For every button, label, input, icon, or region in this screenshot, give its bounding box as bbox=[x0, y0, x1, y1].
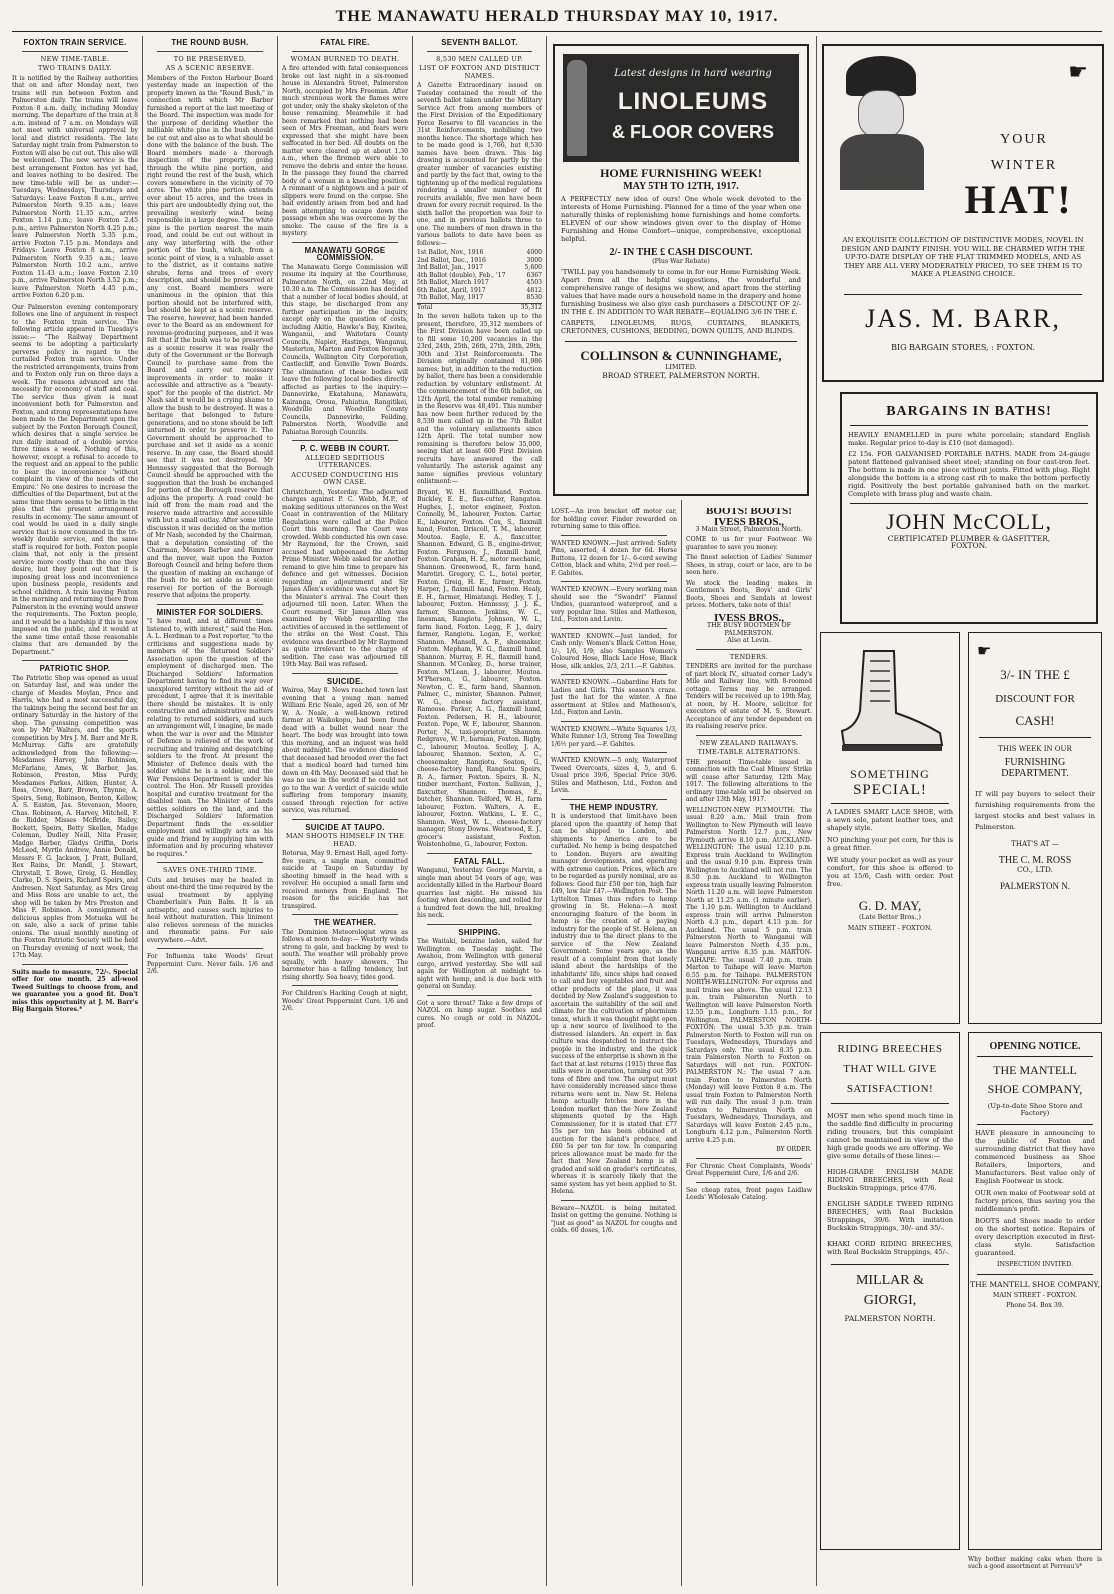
subhead: ACCUSED CONDUCTING HIS OWN CASE. bbox=[291, 470, 399, 486]
ballot-value: 4503 bbox=[526, 279, 542, 286]
wanted-notice: WANTED KNOWN.—White Squares 1/3, White Runner 1/3, Strong Tea Towelling 1/6½ per yard.—F. Gabites. bbox=[551, 725, 677, 748]
divider bbox=[427, 51, 532, 52]
divider bbox=[427, 924, 532, 925]
mantell-headline: OPENING NOTICE. bbox=[989, 1041, 1081, 1052]
column-6 bbox=[686, 508, 812, 1588]
headline-railways: NEW ZEALAND RAILWAYS. bbox=[699, 738, 799, 747]
may-advert bbox=[820, 632, 960, 1024]
divider bbox=[157, 604, 263, 605]
divider bbox=[292, 914, 398, 915]
mantell-inspection: INSPECTION INVITED. bbox=[997, 1260, 1073, 1268]
divider bbox=[561, 628, 667, 629]
ballot-label: 3rd Ballot, Jan., 1917 bbox=[417, 264, 483, 271]
may-firm: G. D. MAY, bbox=[858, 898, 922, 913]
article-text: The Patriotic Shop was opened as usual on Saturday last, and was under the charge of Mesdes Moylan, Price and Harris, who had a most successful day, the takings being the second best for an ordinary Saturday in the history of the shop. The guessing competition was won by Mr Walters, and the sports competition by Mrs J. M. Barr and Mr R. McMurray. Gifts are gratefully acknowledged from the following:—Mesdames Harvey, John Robinson, McFarlane, Ames, W. Barber, Jas. Robinson, Preston, Miss Purdy, Mesdames Parkes, Aitken, Hunter, A. Ross, Crowe, Barr, Brown, Thynne, A. Speirs, Seng, Robinson, Benton, Kellow, A. S. Easton, Jas. Stevenson, Moore, Chas. Robinson, A. Harvey, Mitchell, F. de Ridder, Misses McBride, Bailey, Bockett, Speirs, Betty Skellen, Madge Coleman, Dudley Neill, Nita Fraser, Madge Barber, Gladys Griffin, Doris McLeod, Myrtle Andrew, Annie Donald, Messrs F. G. Jackson, J. Pratt, Bullard, Rex Rains, Dr. Mandl, J. Stewart, Chrystall, T. Bowe, Greig, G. Hendley, Clarke, D. S. Speirs, Richard Speirs, and Andresen. Next Saturday, as Mrs Greig and Miss Ross are unable to act, the shop will be taken by Mrs Preston and Miss F. Robinson. A consignment of delicious apples from Motueka will be on sale, also a sack of prime table onions. The usual monthly meeting of the Foxton Patriotic Society will be held on Thursday evening of next week, the 17th May. bbox=[12, 674, 138, 959]
divider bbox=[561, 799, 667, 800]
collinson-text: 'TWILL pay you handsomely to come in for our Home Furnishing Week. Apart from all the helpful suggestions, the wonderful and comprehensive range of designs we show, and apart from the sterling values that have made ours a household name in the drapery and home furnishing business we also give cash purchasers a DISCOUNT OF 2/- IN THE £. IN ADDITION TO WAR REBATE—EQUALING 3/6 IN THE £. bbox=[561, 268, 801, 317]
subhead: WOMAN BURNED TO DEATH. bbox=[290, 54, 400, 63]
ross-text: IT will pay buyers to select their furnishing requirements from the largest stocks and best values in Palmerston. bbox=[975, 790, 1095, 832]
headline-suicide: SUICIDE. bbox=[326, 676, 364, 686]
headline-minister-soldiers: MINISTER FOR SOLDIERS. bbox=[156, 607, 264, 617]
railway-by-order: BY ORDER. bbox=[776, 1146, 812, 1154]
mccoll-text: HEAVILY ENAMELLED in pure white porcelain; standard English make. Regular price to-day is £10 (not damaged). bbox=[848, 431, 1090, 447]
mantell-address: MAIN STREET - FOXTON. bbox=[992, 1291, 1078, 1299]
article-text: "I have read, and at different times listened to, with interest," said the Hon. A. L. Herdman to a Post reporter, "to the criticisms and suggestions made by members of the Returned Soldiers' Association upon the question of the employment of discharged men. The Discharged Soldiers' Information Department having to find its way over unexplored territory without the aid of precedent, I agree that it is inevitable there should be mistakes. It is only constructive and administrative matters relating to returned soldiers, and such an arrangement will, I imagine, be made when the war is over and the Minister of Defence is relieved of the work of recruiting and training and despatching soldiers to the front. At present the Minister of Defence deals with the soldier whilst he is a soldier, and the War Pensions Department is under his control. The Hon. Mr Russell provides hospital and curative treatment for the disabled man. The Minister of Lands settles soldiers on the land, and the Discharged Soldiers' Information Department finds the ex-soldier employment and willingly acts as his guide and friend by supplying him with information and by procuring whatever he requires." bbox=[147, 618, 273, 858]
barr-line-1: YOUR bbox=[1000, 132, 1048, 147]
sign-text-3: & FLOOR COVERS bbox=[611, 122, 774, 142]
may-line-1: SOMETHING bbox=[850, 767, 930, 781]
article-text: It is notified by the Railway authorities that on and after Monday next, two trains will run between Foxton and Palmerston daily. The trains will leave Foxton 8 a.m. daily, including Monday morning. The departure of the train at 8 a.m. instead of 7 a.m. on Mondays will not meet with universal approval by local and district residents. The late Saturday night train from Palmerston to Foxton will also be cut out. This also will be welcomed. The new service is the best arrangement Foxton has yet had, and leaves nothing to be desired. The new time-table will be as under:— Tuesdays, Wednesdays, Thursdays and Saturdays: Leave Foxton 8 a.m., arrive Palmerston North 9.35 a.m.; leave Palmerston North 11.35 a.m., arrive Foxton 1.14 p.m.; leave Foxton 2.45 p.m., arrive Palmerston North 4.25 p.m.; leave Palmerston North 5.35 p.m., arrive Foxton 7.15 p.m. Mondays and Fridays: Leave Foxton 8 a.m., arrive Palmerston North 9.35 a.m.; leave Palmerston North 10.2 a.m., arrive Foxton 11.43 a.m.; leave Foxton 2.10 p.m., arrive Palmerston North 3.52 p.m.; leave Palmerston North 4.45 p.m., arrive Foxton 6.20 p.m. bbox=[12, 74, 138, 299]
article-text: A fire attended with fatal consequences broke out last night in a six-roomed house in Alexandra Street, Palmerston North, occupied by Mrs Freeman. After much strenuous work the flames were got under, only the shaky skeleton of the house remaining. Meanwhile it had been remarked that nothing had been seen of Mrs Freeman, and fears were expressed that she might have been suffocated in her bed. All doubts on the matter were cleared up at about 1.30 a.m., when the firemen were able to remove the debris and enter the house. In the passage they found the charred body of a woman in a kneeling position. A remnant of a nightgown and a pair of slippers were found on the corpse. She had evidently arisen from bed and had been attempting to escape down the passage when she was overcome by the smoke. The cause of the fire is a mystery. bbox=[282, 65, 408, 237]
advert-text: See cheap rates, front pages Laidlaw Leeds' Wholesale Catalog. bbox=[686, 1186, 812, 1202]
subhead: AS A SCENIC RESERVE. bbox=[165, 64, 255, 72]
headline-fatal-fall: FATAL FALL. bbox=[454, 856, 505, 866]
mantell-text: OUR own make of Footwear sold at factory prices, thus saving you the middleman's profit. bbox=[975, 1188, 1095, 1213]
mccoll-firm: JOHN McCOLL, bbox=[886, 509, 1052, 534]
headline-seventh-ballot: SEVENTH BALLOT. bbox=[441, 38, 518, 47]
divider bbox=[292, 242, 398, 243]
divider bbox=[561, 1200, 667, 1201]
article-text: A Gazette Extraordinary issued on Tuesday contained the result of the seventh ballot taken under the Military Service Act from among members of the First Division of the Expeditionary Force Reserve to fill vacancies in the 31st Reinforcements, mobilising two months hence. The shortage which has to be made good is 1,766, but 8,530 names have been drawn. This big drawing is accounted for partly by the greater number of vacancies existing and partly by the fact that, owing to the tightening up of the medical regulations rendering a smaller number of fit recruits available, five men have been drawn for every recruit required. In the sixth ballot the proportion was four to one, and in previous ballots three to one. The numbers of men drawn in the various ballots to date have been as follows:— bbox=[417, 82, 542, 247]
divider bbox=[157, 862, 263, 863]
headline-weather: THE WEATHER. bbox=[313, 918, 377, 927]
headline-round-bush: THE ROUND BUSH. bbox=[171, 38, 249, 47]
subhead: ALLEGED SEDITIOUS UTTERANCES. bbox=[305, 453, 385, 469]
column-rule bbox=[681, 500, 682, 1586]
divider bbox=[292, 440, 398, 441]
subhead: LIST OF FOXTON AND DISTRICT NAMES. bbox=[419, 64, 540, 80]
divider bbox=[292, 985, 398, 986]
ross-line-1: 3/- IN THE £ bbox=[1000, 667, 1070, 682]
mantell-sub: (Up-to-date Shoe Store and Factory) bbox=[987, 1102, 1083, 1118]
ivess-levin: Also at Levin. bbox=[727, 637, 771, 645]
millar-firm-2: GIORGI, bbox=[863, 1293, 917, 1308]
ballot-value: 4000 bbox=[526, 249, 542, 256]
millar-firm-1: MILLAR & bbox=[855, 1273, 925, 1288]
headline-tenders: TENDERS. bbox=[729, 652, 769, 661]
headline-suicide-taupo: SUICIDE AT TAUPO. bbox=[305, 822, 385, 832]
mantell-text: HAVE pleasure in announcing to the public of Foxton and surrounding district that they have commenced business as Shoe Retailers, Importers, and Manufacturers. Best value only of English Footwear in stock. bbox=[975, 1128, 1095, 1185]
divider bbox=[427, 853, 532, 854]
article-text: The Dominion Meteorologist wires as follows at noon to-day:— Westerly winds strong to gale, and backing by west to south. The weather will probably prove squally, with heavy showers. The barometer has a falling tendency, but rising shortly. Sea heavy, tides good. bbox=[282, 928, 408, 981]
railway-text: THE present Time-table issued in connection with the Coal Miners' Strike will cease after Saturday, 12th May, 1917. The following alterations to the ordinary time-table will be observed on and after 13th May, 1917. bbox=[686, 758, 812, 804]
hand-pointer-icon: ☛ bbox=[1068, 60, 1088, 85]
divider bbox=[22, 964, 128, 965]
advert-text: For Influenza take Woods' Great Peppermint Cure. Never fails. 1/6 and 2/6. bbox=[147, 953, 273, 975]
ballot-value: 6367 bbox=[526, 271, 542, 279]
millar-line-2: THAT WILL GIVE bbox=[843, 1063, 937, 1075]
may-text: NO pinching your pet corn, for this is a great fitter. bbox=[827, 836, 953, 852]
article-text: The Manawatu Gorge Commission will resume its inquiry at the Courthouse, Palmerston North, on 22nd May, at 10.30 a.m. The Commission has decided that a number of local bodies should, at this stage, be discharged from any further participation in the inquiry, except only on the question of costs, including Akitio, Hawke's Bay, Kiwitea, Wanganui, and Waitotara County Councils, Napier, Hastings, Wanganui, Masterton, Marton and Foxton Borough Councils, Wellington City Corporation, Castlecliff, and Gonville Town Boards. The elimination of these bodies will leave the following local bodies directly affected as parties to the inquiry:—Dannevirke, Ekatahuna, Manawatu, Kairanga, Oroua, Pahiatua, Rangitikei, Woodville and Woodville County Councils, Dannevirke, Feilding, Palmerston North, Woodville and Pahiatua Borough Councils. bbox=[282, 263, 408, 436]
ross-line-2: DISCOUNT FOR bbox=[995, 693, 1075, 705]
collinson-address: BROAD STREET, PALMERSTON NORTH. bbox=[602, 370, 760, 380]
hat-lady-illustration bbox=[836, 56, 932, 192]
names-list: Bryant, W. H. flaxmillhand, Foxton. Buckley, E. E., flax-cutter, Rangatoa. Hughes, J., motor engineer, Foxton. Connolly, M., labourer, Foxton. Carter, E., labourer, Foxton. Cox, S., flaxmill hand, Foxton. Driscoll, T. M., labourer, Moutoa. Eagle, E. A., flaxcutter, Shannon. Edward, G. B., engine-driver, Foxton. Ferguson, J., flaxmill hand, Foxton. Graham, H. E., motor mechanic, Shannon. Greenwood, R., farm hand, Marotiri. Gregory, C. L., hotel porter, Foxton. Greig, H. E., farmer, Foxton. Harper, J., flaxmill hand, Foxton. Healy, E. H., farmer, Himatangi. Hedley, T. J., labourer, Foxton. Hennessy, J. J. K., farmer, Shannon. Jenkins, W. C., linesman, Rangiotu. Johnson, W. L., farm hand, Foxton. Legg, F. J., dairy farmer, Rangiotu. Logan, F., worker, Shannon. Mansell, A. F., shoemaker, Foxton. Mepham, W. G., flaxmill hand, Shannon. Murray, F. H., flaxmill hand, Shannon. M'Conkey, D., horse trainer, Foxton. M'Lean, J., labourer, Moutoa. M'Pherson, G., labourer, Foxton. Newton, C. E., farm hand, Shannon. Palmer, C., minister, Shannon. Palmer, W. G., cheese factory assistant, Ramoose. Parker, A. G., flaxmill hand, Foxton. Pedersen, H. H., labourer, Foxton. Pope, W. F., labourer, Shannon. Porter, N., taxi-proprietor, Shannon. Redgrave, W. P., barman, Foxton. Rigby, C., labourer, Moutoa. Scolley, J. A., labourer, Shannon. Sexton, A. C., cheesemaker, Rangiotu. Seaton, G., cheese-factory hand, Rangiotu. Speirs, R. A., farmer, Foxton. Speirs, R. N., timber merchant, Foxton. Sullivan, J., flaxcutter, Shannon. Thomas, E., butcher, Shannon. Telford, W. H., farm labourer, Foxton. Walters, A. E., labourer, Foxton. Watkins, L. E. C., Shannon. West, W. L., cheese-factory manager, Stony Downs. Westwood, E. J., grocer's assistant, Foxton. Wolstenholme, G., labourer, Foxton. bbox=[417, 488, 542, 848]
article-text: Cuts and bruises may be healed in about one-third the time required by the usual treatment by applying Chamberlain's Pain Balm. It is an antiseptic, and causes such injuries to heal without maturation. This liniment also relieves soreness of the muscles and rheumatic pains. For sale everywhere.—Advt. bbox=[147, 876, 273, 944]
ivess-sub: THE BUSY BOOTMEN OF PALMERSTON. bbox=[706, 622, 792, 637]
ross-advert bbox=[968, 632, 1102, 1024]
column-5 bbox=[551, 508, 677, 1588]
divider bbox=[22, 660, 128, 661]
headline-webb-court: P. C. WEBB IN COURT. bbox=[300, 444, 390, 453]
headline-shipping: SHIPPING. bbox=[458, 927, 501, 937]
subhead: 8,530 MEN CALLED UP. bbox=[436, 54, 523, 63]
wanted-notice: WANTED KNOWN.—5 only, Waterproof Tweed Overcoats, sizes 4, 5, and 6. Usual price 39/6, Special Price 30/6. Stiles and Matheson, Ltd., Foxton and Levin. bbox=[551, 757, 677, 794]
collinson-offer-sub: (Plus War Rebate) bbox=[652, 258, 710, 265]
ballot-label: 7th Ballot, May, 1917 bbox=[417, 294, 484, 301]
divider bbox=[561, 674, 667, 675]
column-1 bbox=[12, 36, 138, 1588]
millar-text: HIGH-GRADE ENGLISH MADE RIDING BREECHES, with Real Buckskin Strappings, price 47/6. bbox=[827, 1168, 953, 1192]
collinson-limited: LIMITED. bbox=[665, 364, 697, 372]
millar-advert bbox=[820, 1032, 960, 1550]
divider bbox=[561, 535, 667, 536]
millar-text: ENGLISH SADDLE TWEED RIDING BREECHES, with Real Buckskin Strappings, 39/6. With imitation Buckskin Strappings, 30/- and 35/-. bbox=[827, 1200, 953, 1232]
subhead: TO BE PRESERVED. bbox=[173, 54, 247, 63]
article-text: Rotorua, May 9. Ernest Hall, aged forty-five years, a single man, committed suicide at Taupo on Saturday by shooting himself in the head with a revolver. He occupied a small farm and received moneys from England. The reason for the suicide has not transpired. bbox=[282, 850, 408, 910]
advert-text: For Chronic Chest Complaints, Woods' Great Peppermint Cure, 1/6 and 2/6. bbox=[686, 1162, 812, 1178]
sign-text-1: Latest designs in hard wearing bbox=[614, 68, 772, 79]
woman-figure-illustration bbox=[567, 60, 587, 156]
ross-town: PALMERSTON N. bbox=[999, 881, 1071, 892]
column-rule bbox=[546, 36, 547, 1586]
masthead-rule bbox=[12, 31, 1102, 32]
column-rule bbox=[816, 36, 817, 1586]
ballot-label: 5th Ballot, March 1917 bbox=[417, 279, 489, 286]
linoleum-sign bbox=[563, 54, 799, 162]
ivess-text: The finest selection of Ladies' Summer Shoes, in strap, court or lace, are to be seen here. bbox=[686, 554, 812, 577]
collinson-firm: COLLINSON & CUNNINGHAME, bbox=[580, 348, 782, 364]
barr-firm: JAS. M. BARR, bbox=[865, 304, 1061, 333]
mantell-phone: Phone 54. Box 39. bbox=[1006, 1302, 1064, 1310]
mantell-advert bbox=[968, 1032, 1102, 1550]
mccoll-headline: BARGAINS IN BATHS! bbox=[886, 404, 1052, 419]
barr-line-2: WINTER bbox=[990, 158, 1058, 173]
article-text: The Waitaki, benzine laden, sailed for Wellington on Tuesday night. The Awahou, from Wellington with general cargo, arrived yesterday. She will sail again for Wellington at midnight to-night with hemp, and is due back with general on Sunday. bbox=[417, 938, 542, 990]
subhead: TIME-TABLE ALTERATIONS. bbox=[697, 748, 801, 757]
millar-text: KHAKI CORD RIDING BREECHES, with Real Buckskin Strappings, 45/-. bbox=[827, 1240, 953, 1256]
divider bbox=[561, 721, 667, 722]
ballot-value: 4812 bbox=[526, 286, 542, 294]
column-4 bbox=[417, 36, 542, 1588]
divider bbox=[561, 581, 667, 582]
mccoll-text: £2 15s. FOR GALVANISED PORTABLE BATHS. MADE from 24-gauge patent flattened galvanised sheet steel; standing on four cast-iron feet. The bottom is made in one piece without joints. Fitted with plug. Right alongside the bottom is a strong cast rib to make the bottom perfectly rigid. Positively the best portable galvanised bath on the market. Complete with brass plug and waste chain. bbox=[848, 450, 1090, 498]
barr-advert bbox=[822, 44, 1104, 382]
ballot-label: 4th Ballot (double), Feb., '17 bbox=[417, 271, 506, 279]
divider bbox=[696, 1158, 802, 1159]
ross-text: THIS WEEK IN OUR bbox=[998, 745, 1072, 753]
ivess-text: We stock the leading makes in Gentlemen's Boots, Boys' and Girls' Boots, Shoes and Sandals at lowest prices. Mothers, take note of this! bbox=[686, 579, 812, 610]
mantell-firm-2: SHOE COMPANY, bbox=[987, 1082, 1083, 1096]
collinson-offer: 2/- IN THE £ CASH DISCOUNT. bbox=[609, 247, 753, 258]
column-3 bbox=[282, 36, 408, 1588]
article-text: Christchurch, Yesterday. The adjourned charges against P. C. Webb, M.P., of making seditious utterances on the West Coast in contravention of the Military Regulations were called at the Police Court this morning. The Court was crowded. Webb conducted his own case. Mr Raymond, for the Crown, said accused had subpoenaed the Acting Prime Minister. Webb asked for another remand to give him time to prepare his defence and get witnesses. Decision regarding an adjournment and Sir James Allen's evidence was cut short by the Minister's arrival. The Court then adjourned till noon. Later. When the Court resumed, Sir James Allen was examined by Webb regarding the activities of accused in the settlement of the strike on the West Coast. This evidence was described by Mr Raymond as quite irrelevant to the charge of sedition. The case was adjourned till 19th May. Bail was refused. bbox=[282, 488, 408, 668]
headline-hemp-industry: THE HEMP INDUSTRY. bbox=[569, 802, 659, 812]
divider bbox=[157, 948, 263, 949]
barr-sub: BIG BARGAIN STORES, : FOXTON. bbox=[891, 343, 1035, 352]
may-address: MAIN STREET - FOXTON. bbox=[847, 925, 933, 933]
ballot-value: 3000 bbox=[526, 256, 542, 264]
subhead: SAVES ONE-THIRD TIME. bbox=[162, 866, 258, 874]
may-text: A LADIES SMART LACE SHOE, with a sewn sole, patent leather toes, and shapely style. bbox=[827, 808, 953, 832]
sign-text-2: LINOLEUMS bbox=[617, 88, 769, 115]
advert-text: Beware—NAZOL is being imitated. Insist on getting the genuine. Nothing is "just as good" as NAZOL for coughs and colds. 60 doses, 1/6. bbox=[551, 1204, 677, 1234]
advert-text: Suits made to measure, 72/-. Special offer for one month. 25 all-wool Tweed Suitings to choose from, and we guarantee you a good fit. Don't miss this opportunity at J. M. Barr's Big Bargain Stores.* bbox=[12, 968, 138, 1013]
ross-line-3: CASH! bbox=[1015, 713, 1055, 728]
ivess-text: COME to us for your Footwear. We guarantee to save you money. bbox=[686, 536, 812, 551]
ballot-label: 1st Ballot, Nov., 1916 bbox=[417, 249, 484, 256]
ivess-firm: IVESS BROS., bbox=[713, 515, 784, 528]
divider bbox=[696, 735, 802, 736]
mantell-firm-1: THE MANTELL bbox=[993, 1063, 1077, 1077]
article-text: Members of the Foxton Harbour Board yesterday made an inspection of the property known as the "Round Bush," in connection with which Mr Barber furnished a report at the last meeting of the Board. The inspection was made for the purpose of deciding whether the milliable white pine in the bush should be cut out and also as to what should be done with the balance of the bush. The Board members made a thorough inspection of the property, going through the white pine portion, and right round the rest of the bush, which covers somewhere in the vicinity of 70 acres. The white pine portion extends over about 15 acres, and the trees in this part are undoubtedly dying out, the prevailing westerly wind being responsible in a large degree. The white pine is the portion nearest the main road, and could be cut out without in any way interfering with the other portion of the bush, which, from a scenic point of view, is a valuable asset to the district, as it contains native shrubs, ferns and trees of every description, and should be preserved at any cost. Board members were unanimous in the opinion that this portion should not be interfered with, but should be kept as a scenic reserve. The reserve, however, had been handed over to the Board as an endowment for revenue-producing purposes, and it was felt that if the bush was to be preserved as a scenic reserve it was really the duty of the Government or the Borough Council to purchase same from the Board and carry out necessary improvements in order to make it accessible and attractive as a "beauty-spot" for the people of the district. Mr Nash said it would be a crying shame to allow the bush to be destroyed. It was a heritage that belonged to future generations, and no stone should be left unturned in order to preserve it. The Government should be approached to purchase and set it aside as a scenic reserve. In any case, the Board should see that it was not destroyed. Mr Hennessy suggested that the Borough Council should be approached with the suggestion that the bush be exchanged for portion of the Borough reserve that adjoins the property. A road could be laid off from the main road and the reserve made attractive and accessible with but a small outlay. After some little discussion it was decided on the motion of Mr Nash, seconded by the Chairman, that a deputation consisting of the Chairman, Messrs Barber and Rimmer and the mover, wait upon the Foxton Borough Council and bring before them the question of making an exchange of the bush (to be set aside as a scenic reserve) for portion of the Borough reserve that adjoins the property. bbox=[147, 74, 273, 599]
ross-text-3: DEPARTMENT. bbox=[1001, 768, 1069, 780]
wanted-notice: WANTED KNOWN.—Just arrived: Safety Pins, assorted, 4 dozen for 6d. Horse Buttons, 12 dozen for 1/-. 6-cord sewing Cotton, black and white, 2½d per reel.—F. Gabites. bbox=[551, 539, 677, 577]
ballot-total-label: Total bbox=[417, 303, 433, 311]
ballot-total-value: 35,312 bbox=[520, 303, 542, 311]
collinson-headline: HOME FURNISHING WEEK! bbox=[600, 166, 762, 180]
advert-text: For Children's Hacking Cough at night, Woods' Great Peppermint Cure. 1/6 and 2/6. bbox=[282, 990, 408, 1012]
collinson-dates: MAY 5TH TO 12TH, 1917. bbox=[623, 181, 739, 192]
divider bbox=[292, 673, 398, 674]
boots-headline: BOOTS! BOOTS! bbox=[706, 508, 792, 517]
column-rule bbox=[277, 36, 278, 1586]
ballot-value: 5,600 bbox=[524, 264, 542, 271]
divider bbox=[696, 649, 802, 650]
bottom-notice bbox=[968, 1556, 1102, 1586]
divider bbox=[157, 51, 263, 52]
tenders-text: TENDERS are invited for the purchase of part block IV., situated corner Lady's Mile and Railway line, with 8-roomed cottage. Terms may be arranged. Tenders will be received up to 19th May, at noon, by H. Moore, solicitor for executors of estate of M. S. Stewart. Acceptance of any tender dependent on its realising reserve price. bbox=[686, 663, 812, 731]
column-rule bbox=[412, 36, 413, 1586]
mantell-firm-3: THE MANTELL SHOE COMPANY, bbox=[970, 1280, 1100, 1290]
lost-notice: LOST.—An iron bracket off motor car, for holding cover. Finder rewarded on returning same to this office. bbox=[551, 508, 677, 530]
subhead: MAN SHOOTS HIMSELF IN THE HEAD. bbox=[285, 832, 405, 848]
article-text: Wanganui, Yesterday. George Marvin, a single man about 54 years of age, was accidentally killed in the Harbour Board quarries last night. He missed his footing when descending, and rolled for a hundred feet down the hill, breaking his neck. bbox=[417, 867, 542, 919]
headline-foxton-train: FOXTON TRAIN SERVICE. bbox=[23, 38, 127, 47]
ballot-label: 2nd Ballot, Dec., 1916 bbox=[417, 256, 486, 264]
mccoll-sub: CERTIFICATED PLUMBER & GASFITTER, bbox=[887, 534, 1051, 543]
collinson-text: A PERFECTLY new idea of ours! One whole week devoted to the interests of Home Furnishing. Planned for a time of the year when one naturally thinks of replenishing home furnishings and home comforts. ELEVEN of our show windows given over to the display of Home Furnishing and Home Comfort—unique, comprehensive, exceptional helpful. bbox=[561, 195, 801, 243]
column-2 bbox=[147, 36, 273, 1588]
article-text: It is understood that limit-have been placed upon the quantity of hemp that can be shipped to London, and shipments to America are to be curtailed. No hemp is being despatched to London. Buyers are awaiting manager developments, and operating with extreme caution. Prices, which are to be regarded as purely nominal, are as follows: Good fair £50 per ton, high fair £49, low fair £47.—Wellington Post. The Lyttelton Times thus refers to hemp growing in St. Helena:—A most encouraging feature of the boom in hemp is the creation of a paying industry for the people of St. Helena, an industry due to the direct plans to the service of the New Zealand Government. Some years ago, as the result of a complaint from that lonely island about the hardships of the inhabitants' life, since ships had ceased to call and buy vegetables and fruit and other products of the place, it was decided by New Zealand's suggestion to ascertain the suitability of the soil and climate for the cultivation of phormium tenax, which it was thought might open up a new source of livelihood to the distressed islanders. An expert in flax culture was despatched to instruct the people in the industry, and the quick success of the enterprise is shown in the fact that at last returns (1915) three flax mills were in operation, turning out 395 tons of fibre and tow. The output must have considerably increased since these returns were sent in. New St. Helena hemp actually fetches more in the London market than the New Zealand shipments quoted by the High Commissioner, for it is stated that £77 15s per ton has been obtained at auction for the island's produce, and £60 5s per ton for tow. In comparing prices allowance must be made for the fact that New Zealand hemp is all graded and sold on grader's certificates, whereas it is scarcely likely that the same system has yet been applied to St. Helena. bbox=[551, 813, 677, 1195]
article-text: Our Palmerston evening contemporary follows one line of argument in respect to the Foxton train service. The following article appeared in Tuesday's issue:— "The Railway Department seems to be adopting a particularly perverse policy in regard to the curtailed Foxton train service. Under the restricted arrangements, trains from and to Foxton only run on three days a week. The reasons advanced are the necessity for economy of staff and coal. The service thus given is most inconvenient both for Palmerston and Foxton, and strong representations have been made to the Department upon the subject by the Foxton Borough Council, which desires that a single service be run daily instead of a double service three times a week. Nothing of this, however, except a refusal to accede to the request and an appeal to the public to bear the inconvenience 'without complaint in view of the needs of the Empire.' No one desires to increase the difficulties of the Department, but at the same time there seems to be little in the plea that the present arrangement results in economy. The same amount of coal would be used in a daily single service that is now consumed in the tri-weekly double service, and the same staff is required for both. Foxton people claim that, not only is the present service more costly than the one they desire, but they point out that it is imposing great loss and inconvenience upon business people, residents and school children. A train leaving Foxton in the morning and returning there from Palmerston in the evening would answer the requirements. The Foxton people, and it would be a hardship if this is now imposed on the public, and it would at the same time entail those reasonable claims that are demanded by the Department." bbox=[12, 303, 138, 656]
barr-line-3: HAT! bbox=[964, 177, 1074, 222]
collinson-advert bbox=[553, 44, 809, 496]
ross-thats-at: THAT'S AT — bbox=[1011, 840, 1059, 849]
hand-pointer-icon: ☛ bbox=[977, 641, 992, 660]
divider bbox=[427, 995, 532, 996]
may-line-2: SPECIAL! bbox=[853, 782, 927, 798]
divider bbox=[292, 51, 398, 52]
lace-shoe-illustration bbox=[830, 641, 950, 761]
may-sub: (Late Better Bros.,) bbox=[859, 914, 921, 921]
divider bbox=[22, 51, 128, 52]
wanted-notice: WANTED KNOWN.—Every working man should see the "Swandri" Flannel Undies, guaranteed waterproof, and a very popular line. Stiles and Matheson, Ltd., Foxton and Levin. bbox=[551, 586, 677, 623]
article-text: In the seven ballots taken up to the present, therefore, 35,312 members of the First Division have been called up to fill some 10,200 vacancies in the 23rd, 24th, 25th, 26th, 27th, 28th, 29th, 30th and 31st Reinforcements. The Division originally contained 81,986 names; but, in addition to the reduction by ballot, there has been a considerable reduction by voluntary enlistment. At the commencement of the 6th ballot, on 12th April, the total number remaining in the Reserve was 48,491. This number has now been further reduced by the 8,530 men called up in the 7th Ballot and the voluntary enlistments since 12th April. The total number now remaining is therefore below 35,000, seeing that at least 600 First Division recruits have answered the call voluntarily. The asterisk against any name signifies previous voluntary enlistment:— bbox=[417, 313, 542, 485]
divider bbox=[292, 819, 398, 820]
ballot-value: 8530 bbox=[526, 294, 542, 301]
railway-text: WELLINGTON-NEW PLYMOUTH: The usual 8.20 a.m. Mail train from Wellington to New Plymouth will leave Palmerston North 12.7 p.m., New Plymouth arrive 8.10 p.m. AUCKLAND-WELLINGTON: The usual 12.10 p.m. Express train Auckland to Wellington and the usual 9.10 p.m. Express train Wellington to Auckland will not run. The 8.50 p.m. Auckland to Wellington express train usually leaving Palmerston North 11.20 a.m. will leave Palmerston North at 11.25 a.m. (1 minute earlier). The 1.10 p.m. Wellington to Auckland express train will arrive Palmerston North 4.3 p.m., depart 4.13 p.m. for Auckland. The usual 5 p.m. train Palmerston North to Wanganui will leave Palmerston North 4.35 p.m., Wanganui arrive 8.35 p.m. MARTON-TAIHAPE: The usual 7.40 p.m. train Marton to Taihape will leave Marton 6.55 p.m. for Taihape. PALMERSTON NORTH-WELLINGTON: For express and mail trains see above. The usual 12.13 p.m. train Palmerston North to Wellington will leave Palmerston North 12.55 p.m., Longburn 1.15 p.m., for Wellington. PALMERSTON NORTH-FOXTON: The usual 5.35 p.m. train Palmerston North to Foxton will run on Tuesdays, Wednesdays, Thursdays and Saturdays only. The usual 8.35 p.m. train Palmerston North to Foxton on Saturdays will not run. FOXTON-PALMERSTON N.: The usual 7 a.m. train Foxton to Palmerston North (Monday) will leave Foxton 8 a.m. The usual train Foxton to Palmerston North will run daily. The usual 3 p.m. train Foxton to Palmerston North on Tuesdays, Wednesdays, Thursdays, and Saturdays will leave Foxton 2.45 p.m., Longburn 4.12 p.m., Palmerston North arrive 4.25 p.m. bbox=[686, 806, 812, 1144]
ballot-table bbox=[417, 249, 542, 311]
ivess-firm-2: IVESS BROS., bbox=[713, 611, 784, 624]
millar-town: PALMERSTON NORTH. bbox=[844, 1314, 936, 1323]
ross-co: CO., LTD. bbox=[1016, 864, 1054, 874]
mccoll-advert bbox=[840, 392, 1098, 624]
ivess-address: 3 Main Street, Palmerston North. bbox=[695, 526, 803, 533]
millar-text: MOST men who spend much time in the saddle find difficulty in procuring riding trousers, but this complaint cannot be maintained in view of the high grade goods we are offering. We give some details of these lines:— bbox=[827, 1112, 953, 1160]
advert-text: Why bother making cake when there is such a good assortment at Perreau's* bbox=[968, 1556, 1102, 1571]
column-rule bbox=[142, 36, 143, 1586]
divider bbox=[561, 752, 667, 753]
headline-gorge-commission: MANAWATU GORGE COMMISSION. bbox=[304, 245, 386, 262]
collinson-products: CARPETS, LINOLEUMS, RUGS, CURTAINS, BLANKETS, CRETONNES, CUSHIONS, BEDDING, DOWN QUILTS, AND BLINDS. bbox=[561, 319, 801, 336]
headline-patriotic-shop: PATRIOTIC SHOP. bbox=[39, 664, 111, 673]
advert-text: Got a sore throat? Take a few drops of NAZOL on lump sugar. Soothes and cures. No cough or cold in NAZOL-proof. bbox=[417, 999, 542, 1029]
millar-line-3: SATISFACTION! bbox=[846, 1083, 934, 1095]
ross-text-2: FURNISHING bbox=[1004, 757, 1066, 769]
subhead: NEW TIME-TABLE. bbox=[40, 54, 110, 63]
may-text: WE study your pocket as well as your comfort, for this shoe is offered to you at 15/6, Cash with order. Post free. bbox=[827, 856, 953, 888]
barr-text: AN EXQUISITE COLLECTION OF DISTINCTIVE MODES, NOVEL IN DESIGN AND DAINTY FINISH. YOU WILL BE CHARMED WITH THE UP-TO-DATE DISPLAY OF THE FLAT TRIMMED MODELS, AND AS THEY ARE ALL VERY MODERATELY PRICED, TO SEE THEM IS TO MAKE A PLEASING CHOICE. bbox=[841, 236, 1085, 279]
divider bbox=[696, 1182, 802, 1183]
millar-line-1: RIDING BREECHES bbox=[837, 1043, 943, 1055]
article-text: Wairoa, May 8. News reached town last evening that a young man named William Eric Neale, aged 26, son of Mr W. A. Neale, a well-known retired farmer at Waikokopu, had been found dead with a bullet wound near the heart. The body was brought into town this morning, and an inquest was held about midnight. The evidence disclosed that deceased had brooded over the fact that a medical board had turned him down on 4th May. Deceased said that he was no use in the world if he could not go to the war. A verdict of suicide while suffering from temporary insanity, caused through rejection for active service, was returned. bbox=[282, 687, 408, 814]
ross-firm: THE C. M. ROSS bbox=[998, 854, 1072, 866]
wanted-notice: WANTED KNOWN.—Gabardine Hats for Ladies and Girls. This season's craze. Just the hat for the winter. A fine assortment at Stiles and Matheson's, Ltd., Foxton and Levin. bbox=[551, 679, 677, 716]
masthead: THE MANAWATU HERALD THURSDAY MAY 10, 1917. bbox=[335, 8, 779, 25]
headline-fatal-fire: FATAL FIRE. bbox=[320, 38, 370, 47]
mccoll-town: FOXTON. bbox=[950, 541, 988, 551]
mantell-text: BOOTS and Shoes made to order on the shortest notice. Repairs of every description executed in first-class style. Satisfaction guaranteed. bbox=[975, 1216, 1095, 1257]
subhead: TWO TRAINS DAILY. bbox=[37, 64, 113, 72]
ballot-label: 6th Ballot, April, 1917 bbox=[417, 286, 486, 294]
wanted-notice: WANTED KNOWN.—Just landed, for Cash only: Women's Black Cotton Hose, 1/-, 1/6, 1/9; also Samples Women's Coloured Hose, Black Lace Hose, Black Hose, silk ankles, 2/3, 2/11.—F. Gabites. bbox=[551, 632, 677, 670]
